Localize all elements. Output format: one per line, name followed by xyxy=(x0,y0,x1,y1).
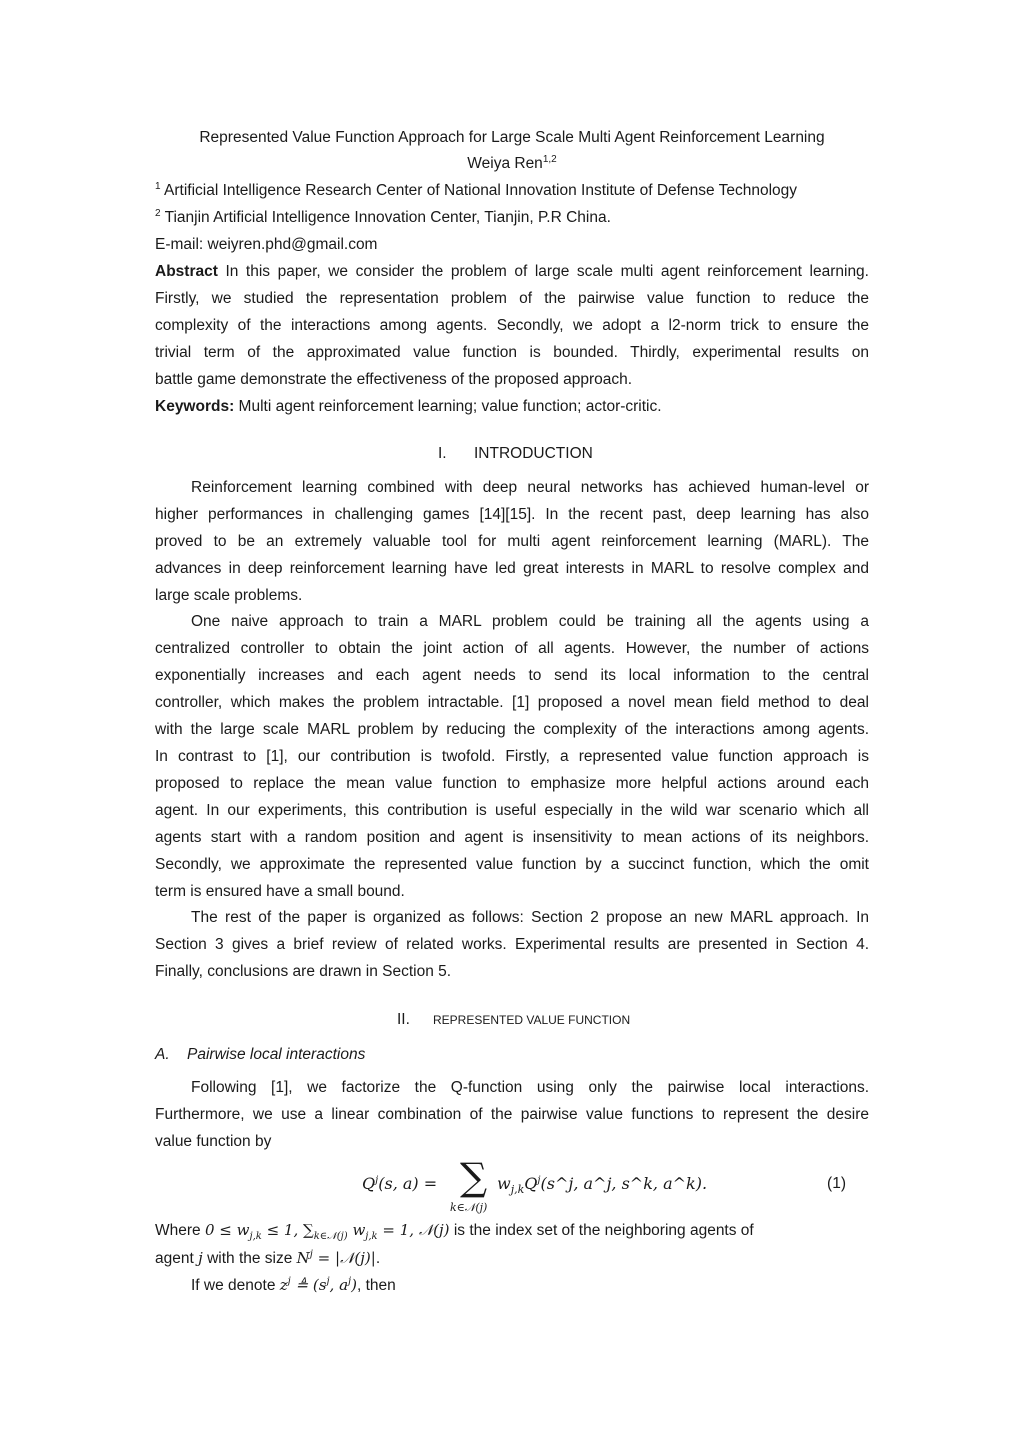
equation-lhs xyxy=(362,1174,437,1193)
where-sum-sign: ∑ xyxy=(303,1221,314,1239)
where-set: 𝒩(j) xyxy=(418,1221,450,1239)
intro-p3-line-3: Finally, conclusions are drawn in Section 5. xyxy=(155,963,452,980)
subsection-a-heading xyxy=(155,1045,869,1065)
keywords-text: Multi agent reinforcement learning; value function; actor-critic. xyxy=(234,398,662,415)
intro-p2-line-7: proposed to replace the mean value function to emphasize more helpful actions around each xyxy=(155,775,869,792)
author-line xyxy=(155,154,869,174)
intro-p2-line-11: term is ensured have a small bound. xyxy=(155,883,405,900)
section-1-heading xyxy=(438,444,738,464)
intro-p1-line-1: Reinforcement learning combined with deep neural networks has achieved human-level or xyxy=(191,479,869,496)
agent-size xyxy=(297,1249,376,1267)
keywords-label: Keywords: xyxy=(155,398,235,415)
summation-sign: ∑ xyxy=(460,1155,488,1199)
equation-rhs-w: w xyxy=(497,1174,511,1193)
equation-lhs-q: Q xyxy=(362,1174,376,1193)
affiliation-1-text: Artificial Intelligence Research Center of National Innovation Institute of Defense Technology xyxy=(160,182,798,199)
intro-p2-line-2: centralized controller to obtain the joint action of all agents. However, the number of actions xyxy=(155,640,869,657)
where-cond1-end: ≤ 1, xyxy=(261,1221,303,1239)
abstract-text-1: In this paper, we consider the problem of large scale multi agent reinforcement learning. xyxy=(217,263,869,280)
equation-rhs-args: (s^j, a^j, s^k, a^k). xyxy=(540,1174,708,1193)
subsection-a-title: Pairwise local interactions xyxy=(187,1046,366,1063)
where-line xyxy=(155,1220,869,1247)
intro-p2-line-4: controller, which makes the problem intractable. [1] proposed a novel mean field method to deal xyxy=(155,694,869,711)
equation-1 xyxy=(155,1155,869,1218)
section-2-heading xyxy=(397,1010,697,1030)
intro-p1-line-2: higher performances in challenging games [14][15]. In the recent past, deep learning has also xyxy=(155,506,869,523)
agent-middle: with the size xyxy=(202,1250,297,1267)
affiliation-2-sup: 2 xyxy=(155,208,161,219)
equation-rhs-q-sup: j xyxy=(537,1175,541,1186)
equation-lhs-args: (s, a) = xyxy=(378,1174,438,1193)
where-prefix: Where xyxy=(155,1222,205,1239)
equation-number: (1) xyxy=(827,1175,846,1192)
intro-p2-line-9: agents start with a random position and agent is insensitivity to mean actions of its neighbors. xyxy=(155,829,869,846)
denote-close: ) xyxy=(351,1276,357,1294)
affiliation-1-sup: 1 xyxy=(155,181,161,192)
equation-rhs-w-sub: j,k xyxy=(510,1183,525,1197)
affiliation-2 xyxy=(155,208,869,228)
denote-suffix: , then xyxy=(357,1277,396,1294)
section-1-numeral: I. xyxy=(438,445,447,462)
intro-p2-line-6: In contrast to [1], our contribution is twofold. Firstly, a represented value function approach is xyxy=(155,748,869,765)
denote-math xyxy=(280,1276,357,1294)
intro-p2-line-10: Secondly, we approximate the represented value function by a succinct function, which the omit xyxy=(155,856,869,873)
section-2-numeral: II. xyxy=(397,1011,410,1028)
intro-p1-line-4: advances in deep reinforcement learning have led great interests in MARL to resolve complex and xyxy=(155,560,869,577)
agent-size-sup: j xyxy=(309,1249,313,1260)
denote-a-sup: j xyxy=(348,1276,352,1287)
author-sup: 1,2 xyxy=(542,154,557,165)
denote-s-sup: j xyxy=(326,1276,330,1287)
agent-line xyxy=(155,1248,869,1269)
denote-z-sup: j xyxy=(287,1276,291,1287)
denote-comma: , a xyxy=(329,1276,349,1294)
intro-p2-line-1: One naive approach to train a MARL problem could be training all the agents using a xyxy=(191,613,869,630)
agent-size-n: N xyxy=(296,1249,310,1267)
agent-end: . xyxy=(375,1250,381,1267)
email-line: E-mail: weiyren.phd@gmail.com xyxy=(155,236,378,253)
where-cond2-tail: = 1, xyxy=(377,1221,419,1239)
equation-rhs-q: Q xyxy=(524,1174,538,1193)
where-cond1-sub: j,k xyxy=(249,1231,262,1242)
subsection-a-label: A. xyxy=(155,1046,170,1063)
where-sum-sub: k∈𝒩(j) xyxy=(313,1231,348,1242)
denote-line xyxy=(155,1275,869,1296)
intro-p1-line-3: proved to be an extremely valuable tool for multi agent reinforcement learning (MARL). The xyxy=(155,533,869,550)
where-cond2 xyxy=(303,1221,419,1242)
section-2-title: REPRESENTED VALUE FUNCTION xyxy=(433,1013,631,1027)
denote-prefix: If we denote xyxy=(191,1277,280,1294)
intro-p3-line-1: The rest of the paper is organized as follows: Section 2 propose an new MARL approach. In xyxy=(191,909,869,926)
agent-j: j xyxy=(198,1249,203,1267)
abstract-line-3: complexity of the interactions among agents. Secondly, we adopt a l2-norm trick to ensure the xyxy=(155,317,869,334)
sec2-p1-line-2: Furthermore, we use a linear combination of the pairwise value functions to represent the desire xyxy=(155,1106,869,1123)
abstract-line-5: battle game demonstrate the effectiveness of the proposed approach. xyxy=(155,371,633,388)
denote-z: z xyxy=(279,1276,288,1294)
intro-p2-line-3: exponentially increases and each agent needs to send its local information to the central xyxy=(155,667,869,684)
section-1-title: INTRODUCTION xyxy=(474,445,593,462)
where-cond1 xyxy=(204,1221,303,1242)
where-suffix: is the index set of the neighboring agents of xyxy=(449,1222,754,1239)
equation-lhs-sup: j xyxy=(375,1175,379,1186)
keywords-line xyxy=(155,397,869,417)
abstract-label: Abstract xyxy=(155,263,218,280)
intro-p3-line-2: Section 3 gives a brief review of related works. Experimental results are presented in Section 4. xyxy=(155,936,869,953)
where-cond1-text: 0 ≤ w xyxy=(204,1221,250,1239)
abstract-line-4: trivial term of the approximated value function is bounded. Thirdly, experimental results on xyxy=(155,344,869,361)
paper-title: Represented Value Function Approach for Large Scale Multi Agent Reinforcement Learning xyxy=(199,129,825,146)
sec2-p1-line-1: Following [1], we factorize the Q-function using only the pairwise local interactions. xyxy=(191,1079,869,1096)
intro-p2-line-5: with the large scale MARL problem by reducing the complexity of the interactions among agents. xyxy=(155,721,869,738)
sec2-p1-line-3: value function by xyxy=(155,1133,272,1150)
agent-size-rhs: = |𝒩(j)| xyxy=(312,1249,376,1267)
where-w: w xyxy=(347,1221,366,1239)
agent-prefix: agent xyxy=(155,1250,199,1267)
abstract-line-2: Firstly, we studied the representation problem of the pairwise value function to reduce the xyxy=(155,290,869,307)
where-w-sub: j,k xyxy=(365,1231,378,1242)
summation-subscript: k∈𝒩(j) xyxy=(450,1201,488,1214)
intro-p1-line-5: large scale problems. xyxy=(155,587,303,604)
intro-p2-line-8: agent. In our experiments, this contribution is useful especially in the wild war scenario which all xyxy=(155,802,869,819)
author-name: Weiya Ren xyxy=(467,155,543,172)
affiliation-2-text: Tianjin Artificial Intelligence Innovation Center, Tianjin, P.R China. xyxy=(160,209,611,226)
equation-rhs xyxy=(497,1174,707,1196)
affiliation-1 xyxy=(155,181,869,201)
abstract-line-1 xyxy=(155,262,869,282)
denote-def: ≜ (s xyxy=(290,1276,327,1294)
